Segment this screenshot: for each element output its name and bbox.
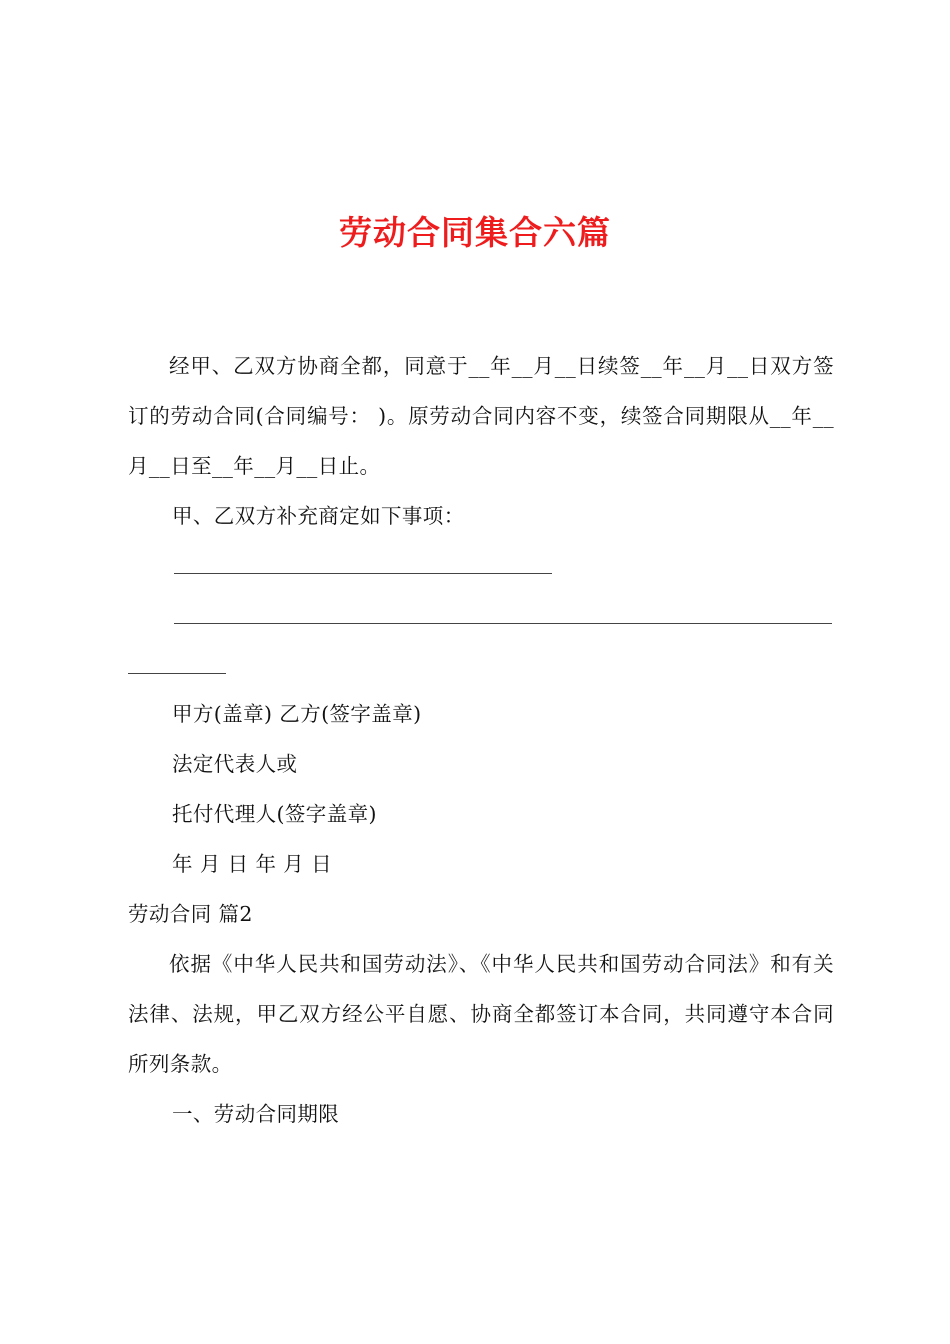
section2-intro: 依据《中华人民共和国劳动法》、《中华人民共和国劳动合同法》和有关法律、法规，甲乙双方经公平自愿、协商全都签订本合同，共同遵守本合同所列条款。 <box>128 952 834 1076</box>
section2-heading: 劳动合同 篇2 <box>128 902 253 926</box>
blank-fill-line-2 <box>174 623 832 624</box>
signature-legal-rep: 法定代表人或 <box>172 752 298 776</box>
signature-party-line: 甲方(盖章) 乙方(签字盖章) <box>172 702 422 726</box>
document-title: 劳动合同集合六篇 <box>339 213 611 252</box>
signature-agent: 托付代理人(签字盖章) <box>172 802 377 826</box>
blank-fill-line-3 <box>128 673 226 674</box>
renewal-paragraph: 经甲、乙双方协商全都，同意于__年__月__日续签__年__月__日双方签订的劳动合同(合同编号： )。原劳动合同内容不变，续签合同期限从__年__月__日至__年__月__日止。 <box>128 354 834 478</box>
section2-item1: 一、劳动合同期限 <box>172 1102 340 1126</box>
blank-fill-line-1 <box>174 573 552 574</box>
supplement-line: 甲、乙双方补充商定如下事项： <box>172 504 465 528</box>
signature-dates: 年 月 日 年 月 日 <box>172 852 332 876</box>
